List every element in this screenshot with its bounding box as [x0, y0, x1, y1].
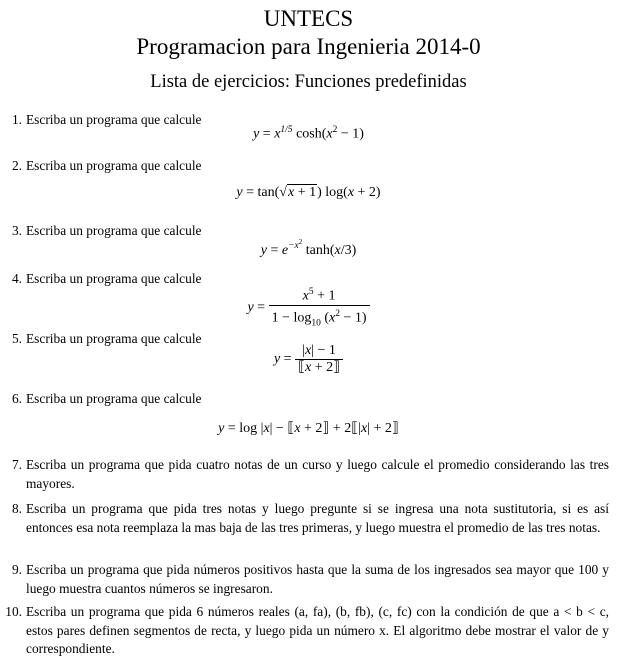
exercise-text: Escriba un programa que pida tres notas y luego pregunte si se ingresa una nota sustitutoria, si es así entonces esa nota reemplaza la mas baja de las tres primeras, y luego muestra el promedio de las tres notas. [26, 501, 609, 535]
exercise-text: Escriba un programa que calcule [26, 391, 202, 406]
exercise-number: 9. [11, 562, 22, 577]
exercise-text: Escriba un programa que calcule [26, 331, 202, 346]
formula-4: y = $\frac{x^5 + 1}{1 - \log_{10} (x^2 - 1)}$ [0, 284, 617, 331]
exercise-number: 3. [11, 223, 22, 238]
exercise-number: 7. [11, 457, 22, 472]
document-institution: UNTECS [263, 6, 354, 31]
exercise-number: 1. [11, 112, 22, 127]
document-subtitle: Lista de ejercicios: Funciones predefinidas [150, 72, 467, 92]
exercise-text: Escriba un programa que pida cuatro notas de un curso y luego calcule el promedio considerando las tres mayores. [26, 457, 609, 491]
exercise-number: 4. [11, 271, 22, 286]
exercise-text: Escriba un programa que pida 6 números reales (a, fa), (b, fb), (c, fc) con la condición de que a < b < c, estos pares definen segmentos de recta, y luego pida un número x. El algoritmo debe mostrar el valor de y correspondiente. [26, 604, 609, 656]
exercise-number: 2. [11, 158, 22, 173]
exercise-text: Escriba un programa que calcule [26, 158, 202, 173]
formula-5: y = $\frac{|x| - 1}{⟦x + 2⟧}$ [0, 343, 617, 376]
exercise-number: 10. [5, 604, 22, 619]
formula-3: $y = e^{-x^2}$ tanh(x/3) [260, 238, 357, 258]
formula-6: y = log |x| − ⟦x + 2⟧ + 2⟦|x| + 2⟧ [218, 421, 399, 436]
exercise-number: 6. [11, 391, 22, 406]
exercise-number: 8. [11, 501, 22, 516]
exercise-text: Escriba un programa que calcule [26, 271, 202, 286]
document-course-title: Programacion para Ingenieria 2014-0 [136, 34, 481, 59]
exercise-text: Escriba un programa que calcule [26, 112, 202, 127]
exercise-text: Escriba un programa que pida números positivos hasta que la suma de los ingresados sea mayor que 100 y luego muestra cuantos números se ingresaron. [26, 562, 609, 596]
formula-2: y = tan(√x + 1) log(x + 2) [236, 185, 381, 200]
exercise-text: Escriba un programa que calcule [26, 223, 202, 238]
formula-1: $y = x^{1/5}$ $\cosh(x^2 - 1)$ [253, 125, 364, 142]
exercise-number: 5. [11, 331, 22, 346]
